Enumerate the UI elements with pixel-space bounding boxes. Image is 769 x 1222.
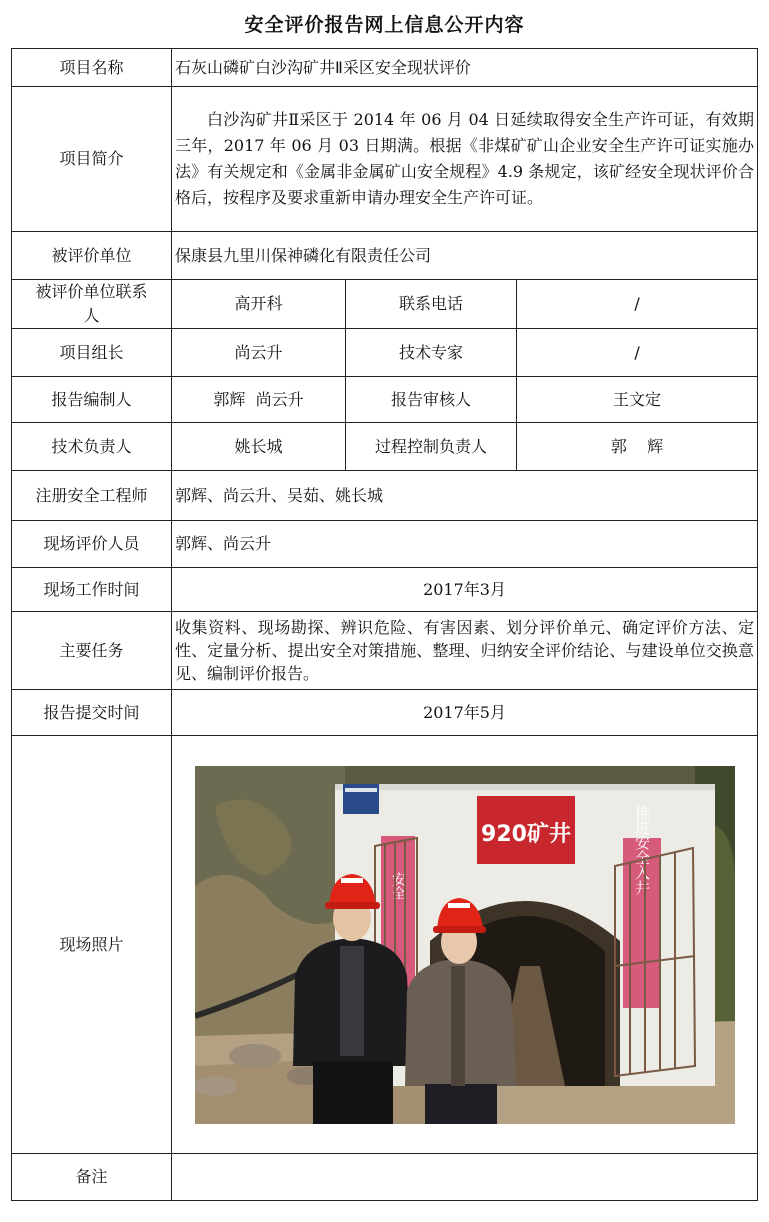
submit-time-label: 报告提交时间 [12, 690, 172, 736]
site-photo [195, 766, 735, 1124]
submit-time-value: 2017年5月 [172, 690, 758, 736]
phone-value: / [517, 280, 758, 329]
sign-text: 920矿井 [480, 821, 571, 847]
process-value: 郭 辉 [517, 423, 758, 471]
row-team-leader [12, 329, 758, 377]
evaluated-unit-label: 被评价单位 [12, 232, 172, 280]
process-label: 过程控制负责人 [346, 423, 517, 471]
contact-value: 高开科 [172, 280, 346, 329]
info-table [11, 48, 758, 1201]
onsite-time-label: 现场工作时间 [12, 568, 172, 612]
team-leader-value: 尚云升 [172, 329, 346, 377]
main-tasks-label: 主要任务 [12, 612, 172, 690]
report-author-value: 郭辉 尚云升 [172, 377, 346, 423]
row-main-tasks [12, 612, 758, 690]
main-tasks-value: 收集资料、现场勘探、辨识危险、有害因素、划分评价单元、确定评价方法、定性、定量分析、提出安全对策措施、整理、归纳安全评价结论、与建设单位交换意见、编制评价报告。 [172, 612, 758, 690]
evaluated-unit-value: 保康县九里川保神磷化有限责任公司 [172, 232, 758, 280]
remarks-label: 备注 [12, 1154, 172, 1201]
row-site-photo [12, 736, 758, 1154]
row-onsite-time [12, 568, 758, 612]
banner-left: 安全 [389, 871, 406, 900]
expert-value: / [517, 329, 758, 377]
row-onsite-staff [12, 521, 758, 568]
project-intro-text: 白沙沟矿井Ⅱ采区于 2014 年 06 月 04 日延续取得安全生产许可证，有效期三年，2017 年 06 月 03 日期满。根据《非煤矿矿山企业安全生产许可证实施办法》有关规定和《金属非金属矿山安全规程》4.9 条规定，该矿经安全现状评价合格后，按程序及要求重新申请办理安全生产许可证。 [175, 110, 755, 207]
row-contact [12, 280, 758, 329]
remarks-value [172, 1154, 758, 1201]
engineers-label: 注册安全工程师 [12, 471, 172, 521]
row-evaluated-unit [12, 232, 758, 280]
row-remarks [12, 1154, 758, 1201]
row-project-name [12, 49, 758, 87]
report-author-label: 报告编制人 [12, 377, 172, 423]
project-name-label: 项目名称 [12, 49, 172, 87]
reviewer-label: 报告审核人 [346, 377, 517, 423]
team-leader-label: 项目组长 [12, 329, 172, 377]
phone-label: 联系电话 [346, 280, 517, 329]
project-intro-label: 项目简介 [12, 87, 172, 232]
tech-lead-label: 技术负责人 [12, 423, 172, 471]
row-submit-time [12, 690, 758, 736]
reviewer-value: 王文定 [517, 377, 758, 423]
tech-lead-value: 姚长城 [172, 423, 346, 471]
onsite-time-value: 2017年3月 [172, 568, 758, 612]
site-photo-label: 现场照片 [12, 736, 172, 1154]
contact-label: 被评价单位联系人 [12, 280, 172, 329]
engineers-value: 郭辉、尚云升、吴茹、姚长城 [172, 471, 758, 521]
expert-label: 技术专家 [346, 329, 517, 377]
onsite-staff-label: 现场评价人员 [12, 521, 172, 568]
site-photo-image [195, 766, 735, 1124]
row-tech-lead [12, 423, 758, 471]
row-report-author [12, 377, 758, 423]
banner-right: 推进安全入井 [632, 804, 651, 895]
page-title: 安全评价报告网上信息公开内容 [244, 14, 525, 36]
row-project-intro [12, 87, 758, 232]
project-name-value: 石灰山磷矿白沙沟矿井Ⅱ采区安全现状评价 [172, 49, 758, 87]
onsite-staff-value: 郭辉、尚云升 [172, 521, 758, 568]
row-engineers [12, 471, 758, 521]
